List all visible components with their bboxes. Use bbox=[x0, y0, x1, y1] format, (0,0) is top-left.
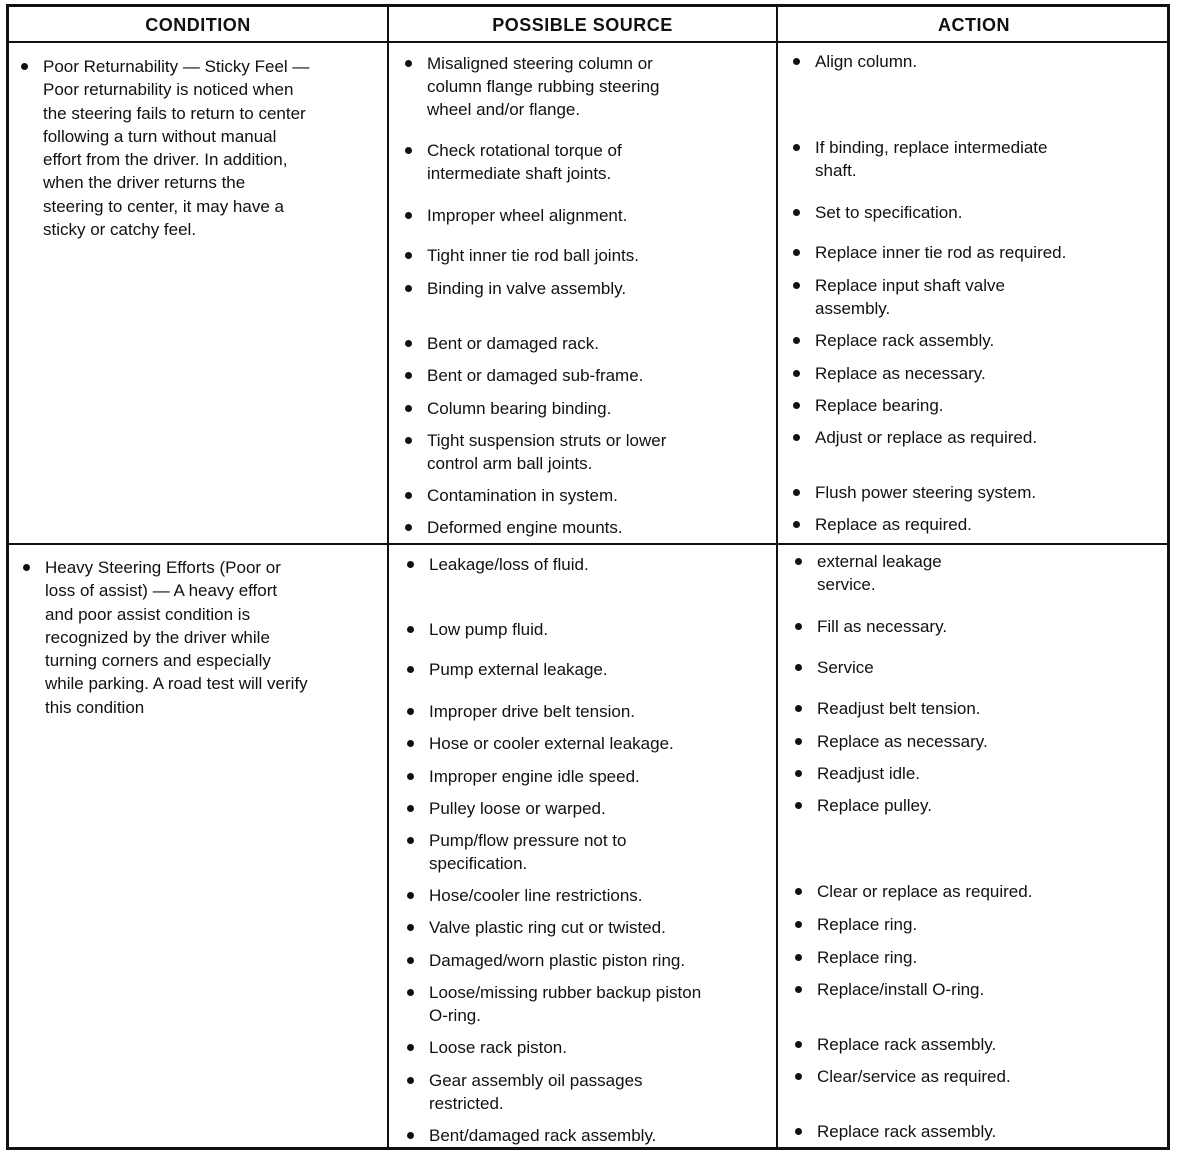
bullet bbox=[407, 1044, 414, 1051]
bullet bbox=[405, 252, 412, 259]
action-item bbox=[795, 794, 1165, 817]
source-item bbox=[407, 981, 772, 1027]
action-item bbox=[795, 550, 1165, 596]
bullet bbox=[795, 1128, 802, 1135]
bullet bbox=[405, 147, 412, 154]
action-item bbox=[793, 426, 1163, 449]
bullet bbox=[407, 561, 414, 568]
condition-text: Heavy Steering Efforts (Poor or loss of assist) — A heavy effort and poor assist condition is recognized by the driver while turning corners and especially while parking. A road test will verify this condition bbox=[45, 558, 308, 717]
source-item bbox=[407, 1036, 772, 1059]
source-item bbox=[407, 765, 772, 788]
source-item bbox=[407, 1124, 772, 1147]
bullet bbox=[795, 558, 802, 565]
bullet bbox=[407, 773, 414, 780]
bullet bbox=[407, 989, 414, 996]
source-item bbox=[407, 658, 772, 681]
source-item bbox=[407, 700, 772, 723]
action-item bbox=[793, 329, 1163, 352]
source-text: Low pump fluid. bbox=[429, 620, 549, 639]
source-text: Hose or cooler external leakage. bbox=[429, 734, 674, 753]
source-item bbox=[405, 516, 770, 539]
bullet bbox=[405, 212, 412, 219]
bullet bbox=[405, 405, 412, 412]
source-text: Check rotational torque of intermediate shaft joints. bbox=[427, 141, 622, 183]
action-text: Replace as necessary. bbox=[815, 364, 986, 383]
bullet bbox=[407, 805, 414, 812]
bullet bbox=[23, 564, 30, 571]
bullet bbox=[407, 837, 414, 844]
condition-cell bbox=[21, 55, 381, 241]
bullet bbox=[795, 802, 802, 809]
source-text: Tight inner tie rod ball joints. bbox=[427, 246, 639, 265]
troubleshooting-table bbox=[6, 4, 1170, 1150]
source-item bbox=[407, 618, 772, 641]
action-item bbox=[793, 513, 1163, 536]
source-text: Tight suspension struts or lower control arm ball joints. bbox=[427, 431, 667, 473]
source-item bbox=[407, 829, 772, 875]
source-text: Improper drive belt tension. bbox=[429, 702, 635, 721]
bullet bbox=[407, 626, 414, 633]
source-text: Improper wheel alignment. bbox=[427, 206, 628, 225]
bullet bbox=[793, 521, 800, 528]
bullet bbox=[405, 492, 412, 499]
bullet bbox=[407, 957, 414, 964]
action-text: Replace as required. bbox=[815, 515, 972, 534]
action-text: Replace ring. bbox=[817, 948, 918, 967]
bullet bbox=[795, 921, 802, 928]
source-text: Loose/missing rubber backup piston O-ring. bbox=[429, 983, 702, 1025]
bullet bbox=[407, 892, 414, 899]
source-text: Binding in valve assembly. bbox=[427, 279, 627, 298]
bullet bbox=[405, 340, 412, 347]
source-item bbox=[405, 429, 770, 475]
bullet bbox=[793, 249, 800, 256]
source-item bbox=[407, 916, 772, 939]
source-text: Misaligned steering column or column flange rubbing steering wheel and/or flange. bbox=[427, 54, 660, 119]
source-item bbox=[405, 244, 770, 267]
source-text: Column bearing binding. bbox=[427, 399, 612, 418]
column-divider bbox=[776, 7, 778, 1147]
bullet bbox=[793, 337, 800, 344]
column-divider bbox=[387, 7, 389, 1147]
source-item bbox=[405, 139, 770, 185]
action-text: Replace rack assembly. bbox=[815, 331, 995, 350]
action-text: Readjust idle. bbox=[817, 764, 921, 783]
bullet bbox=[405, 524, 412, 531]
bullet bbox=[793, 209, 800, 216]
bullet bbox=[407, 708, 414, 715]
header-condition: CONDITION bbox=[145, 14, 251, 35]
source-text: Bent or damaged rack. bbox=[427, 334, 599, 353]
action-item bbox=[795, 615, 1165, 638]
bullet bbox=[405, 285, 412, 292]
action-item bbox=[795, 1065, 1165, 1088]
action-item bbox=[795, 978, 1165, 1001]
source-text: Pump external leakage. bbox=[429, 660, 608, 679]
source-item bbox=[407, 797, 772, 820]
source-item bbox=[405, 397, 770, 420]
source-text: Contamination in system. bbox=[427, 486, 618, 505]
source-text: Deformed engine mounts. bbox=[427, 518, 623, 537]
bullet bbox=[793, 489, 800, 496]
bullet bbox=[795, 986, 802, 993]
source-item bbox=[407, 732, 772, 755]
source-item bbox=[405, 277, 770, 300]
bullet bbox=[793, 282, 800, 289]
action-text: Replace pulley. bbox=[817, 796, 932, 815]
source-text: Bent or damaged sub-frame. bbox=[427, 366, 644, 385]
action-item bbox=[793, 241, 1163, 264]
action-item bbox=[793, 481, 1163, 504]
source-text: Leakage/loss of fluid. bbox=[429, 555, 589, 574]
bullet bbox=[795, 738, 802, 745]
action-text: Fill as necessary. bbox=[817, 617, 948, 636]
bullet bbox=[405, 60, 412, 67]
bullet bbox=[407, 924, 414, 931]
row-divider bbox=[9, 543, 1167, 545]
action-text: Service bbox=[817, 658, 874, 677]
action-item bbox=[795, 1033, 1165, 1056]
source-item bbox=[405, 332, 770, 355]
action-item bbox=[795, 913, 1165, 936]
action-text: Replace input shaft valve assembly. bbox=[815, 276, 1005, 318]
source-item bbox=[407, 884, 772, 907]
action-text: Readjust belt tension. bbox=[817, 699, 981, 718]
action-text: Replace ring. bbox=[817, 915, 918, 934]
action-item bbox=[793, 362, 1163, 385]
condition-cell bbox=[23, 556, 383, 719]
bullet bbox=[795, 1041, 802, 1048]
bullet bbox=[795, 770, 802, 777]
bullet bbox=[405, 437, 412, 444]
bullet bbox=[407, 1077, 414, 1084]
action-item bbox=[793, 136, 1163, 182]
source-item bbox=[407, 949, 772, 972]
source-item bbox=[405, 204, 770, 227]
action-item bbox=[795, 730, 1165, 753]
bullet bbox=[793, 434, 800, 441]
bullet bbox=[793, 370, 800, 377]
source-text: Gear assembly oil passages restricted. bbox=[429, 1071, 643, 1113]
source-item bbox=[405, 364, 770, 387]
bullet bbox=[795, 954, 802, 961]
source-text: Pulley loose or warped. bbox=[429, 799, 606, 818]
action-item bbox=[795, 946, 1165, 969]
action-text: Clear or replace as required. bbox=[817, 882, 1033, 901]
source-text: Hose/cooler line restrictions. bbox=[429, 886, 643, 905]
bullet bbox=[21, 63, 28, 70]
bullet bbox=[795, 1073, 802, 1080]
action-text: Align column. bbox=[815, 52, 918, 71]
action-item bbox=[793, 274, 1163, 320]
action-text: Flush power steering system. bbox=[815, 483, 1037, 502]
source-item bbox=[405, 484, 770, 507]
action-item bbox=[793, 394, 1163, 417]
action-text: external leakage service. bbox=[817, 552, 942, 594]
source-text: Damaged/worn plastic piston ring. bbox=[429, 951, 686, 970]
header-action: ACTION bbox=[938, 14, 1010, 35]
action-text: If binding, replace intermediate shaft. bbox=[815, 138, 1048, 180]
source-text: Bent/damaged rack assembly. bbox=[429, 1126, 657, 1145]
source-item bbox=[407, 553, 772, 576]
action-text: Clear/service as required. bbox=[817, 1067, 1011, 1086]
bullet bbox=[407, 740, 414, 747]
action-item bbox=[795, 1120, 1165, 1143]
action-text: Replace rack assembly. bbox=[817, 1122, 997, 1141]
bullet bbox=[795, 705, 802, 712]
source-text: Valve plastic ring cut or twisted. bbox=[429, 918, 666, 937]
bullet bbox=[793, 58, 800, 65]
bullet bbox=[405, 372, 412, 379]
source-text: Improper engine idle speed. bbox=[429, 767, 640, 786]
action-item bbox=[795, 762, 1165, 785]
bullet bbox=[407, 1132, 414, 1139]
bullet bbox=[793, 402, 800, 409]
bullet bbox=[407, 666, 414, 673]
source-text: Pump/flow pressure not to specification. bbox=[429, 831, 627, 873]
action-text: Replace rack assembly. bbox=[817, 1035, 997, 1054]
action-item bbox=[793, 50, 1163, 73]
condition-text: Poor Returnability — Sticky Feel — Poor returnability is noticed when the steering fails to return to center following a turn without manual effort from the driver. In addition, when the driver returns the steering to center, it may have a sticky or catchy feel. bbox=[43, 57, 310, 240]
header-possible-source: POSSIBLE SOURCE bbox=[492, 14, 673, 35]
action-item bbox=[795, 656, 1165, 679]
bullet bbox=[795, 888, 802, 895]
source-item bbox=[405, 52, 770, 121]
bullet bbox=[795, 664, 802, 671]
bullet bbox=[793, 144, 800, 151]
action-item bbox=[795, 880, 1165, 903]
action-text: Replace bearing. bbox=[815, 396, 944, 415]
action-item bbox=[795, 697, 1165, 720]
bullet bbox=[795, 623, 802, 630]
action-text: Replace as necessary. bbox=[817, 732, 988, 751]
source-text: Loose rack piston. bbox=[429, 1038, 567, 1057]
source-item bbox=[407, 1069, 772, 1115]
action-text: Replace/install O-ring. bbox=[817, 980, 985, 999]
action-item bbox=[793, 201, 1163, 224]
action-text: Set to specification. bbox=[815, 203, 963, 222]
action-text: Replace inner tie rod as required. bbox=[815, 243, 1067, 262]
action-text: Adjust or replace as required. bbox=[815, 428, 1038, 447]
